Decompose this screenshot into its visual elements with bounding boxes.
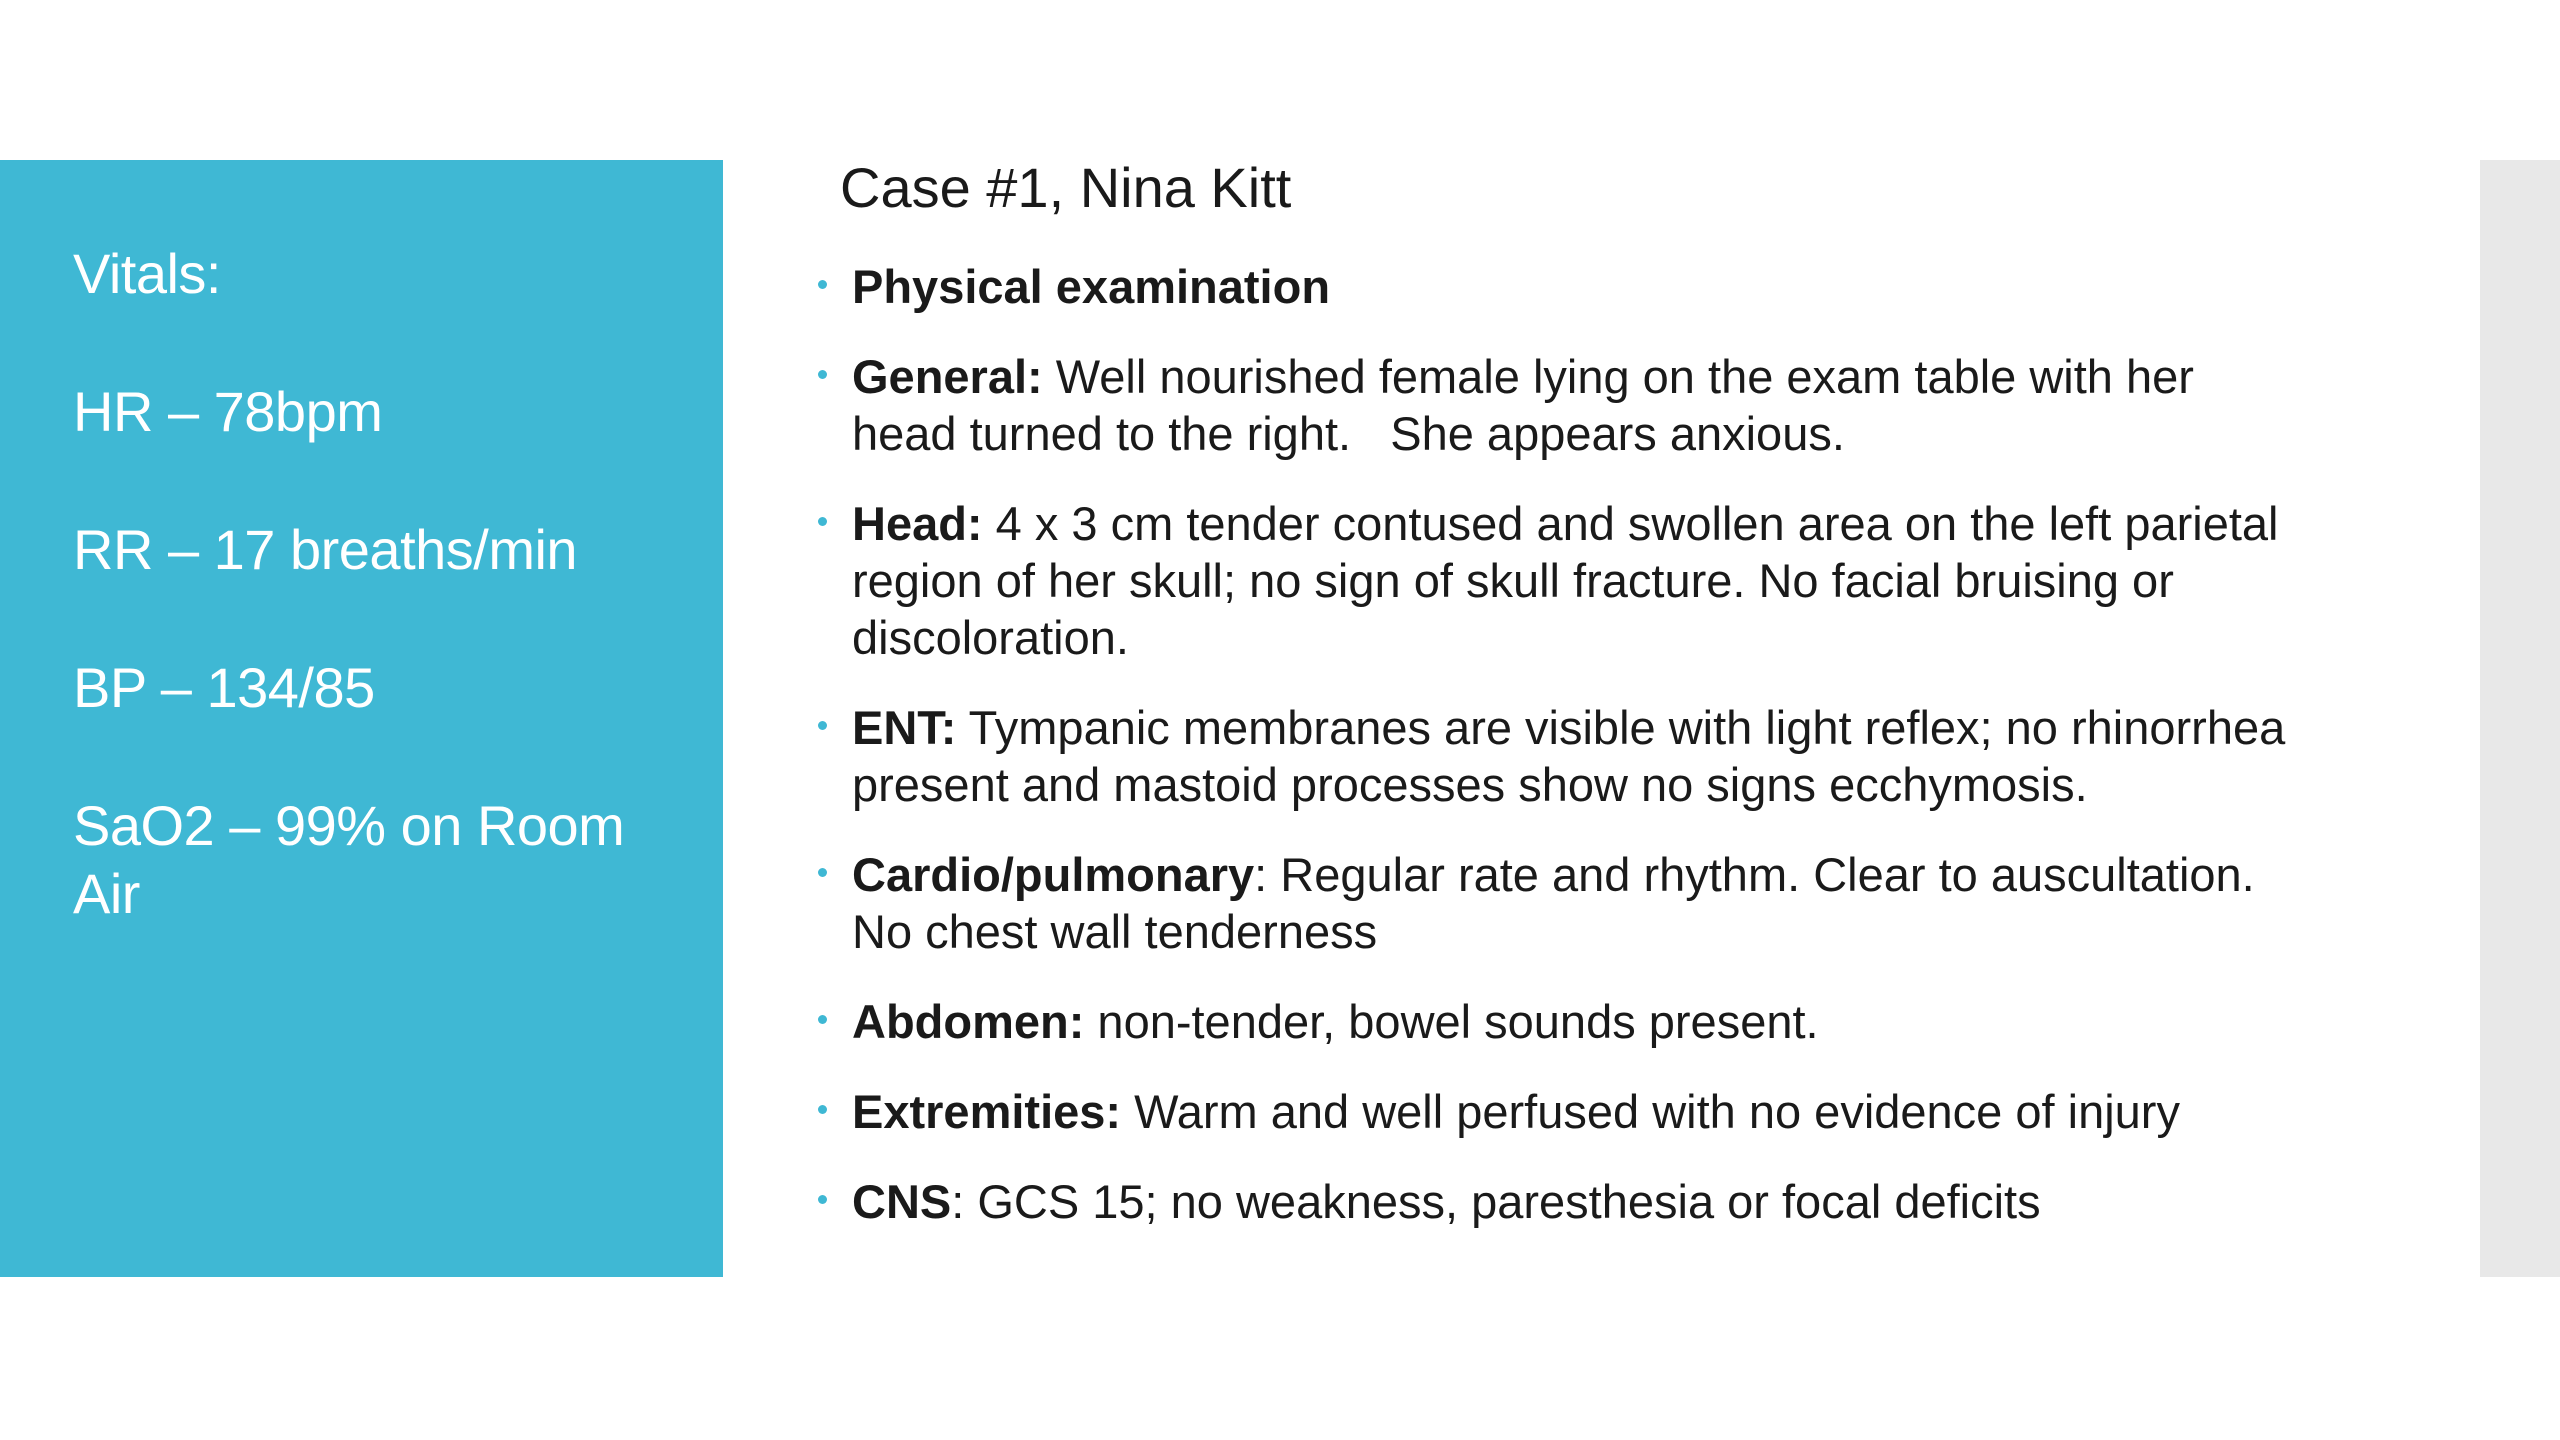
bullet-dot-icon xyxy=(818,370,827,379)
bullet-label: Physical examination xyxy=(852,260,1331,313)
bullet-label: Extremities: xyxy=(852,1085,1122,1138)
vital-bp: BP – 134/85 xyxy=(73,656,375,719)
bullet-dot-icon xyxy=(818,1195,827,1204)
vital-sao2: SaO2 – 99% on Room Air xyxy=(73,794,625,925)
slide-title: Case #1, Nina Kitt xyxy=(840,156,1292,219)
bullet-extremities xyxy=(812,1083,2292,1140)
bullet-cardio-pulmonary xyxy=(812,846,2292,960)
bullet-dot-icon xyxy=(818,280,827,289)
bullet-label: General: xyxy=(852,350,1043,403)
vital-hr: HR – 78bpm xyxy=(73,380,383,443)
bullet-text: : GCS 15; no weakness, paresthesia or focal deficits xyxy=(951,1175,2041,1228)
bullet-label: Cardio/pulmonary xyxy=(852,848,1255,901)
bullet-text: 4 x 3 cm tender contused and swollen area on the left parietal region of her skull; no sign of skull fracture. No facial bruising or discoloration. xyxy=(852,497,2279,664)
bullet-dot-icon xyxy=(818,1105,827,1114)
bullet-general xyxy=(812,348,2292,462)
decorative-strip xyxy=(2480,160,2560,1277)
bullet-label: ENT: xyxy=(852,701,957,754)
vitals-panel xyxy=(0,160,723,1277)
bullet-text: non-tender, bowel sounds present. xyxy=(1084,995,1819,1048)
exam-bullet-list xyxy=(812,258,2292,1263)
bullet-text: Warm and well perfused with no evidence of injury xyxy=(1121,1085,2180,1138)
bullet-dot-icon xyxy=(818,868,827,877)
bullet-text: Well nourished female lying on the exam table with her head turned to the right. She appears anxious. xyxy=(852,350,2207,460)
bullet-head xyxy=(812,495,2292,666)
bullet-dot-icon xyxy=(818,517,827,526)
vitals-heading: Vitals: xyxy=(73,242,221,305)
bullet-ent xyxy=(812,699,2292,813)
vital-rr: RR – 17 breaths/min xyxy=(73,518,578,581)
bullet-label: Head: xyxy=(852,497,983,550)
bullet-dot-icon xyxy=(818,1015,827,1024)
bullet-physical-exam xyxy=(812,258,2292,315)
bullet-text: Tympanic membranes are visible with light reflex; no rhinorrhea present and mastoid processes show no signs ecchymosis. xyxy=(852,701,2286,811)
bullet-cns xyxy=(812,1173,2292,1230)
bullet-text: : Regular rate and rhythm. Clear to auscultation. No chest wall tenderness xyxy=(852,848,2255,958)
bullet-dot-icon xyxy=(818,721,827,730)
bullet-label: CNS xyxy=(852,1175,952,1228)
bullet-abdomen xyxy=(812,993,2292,1050)
bullet-label: Abdomen: xyxy=(852,995,1085,1048)
